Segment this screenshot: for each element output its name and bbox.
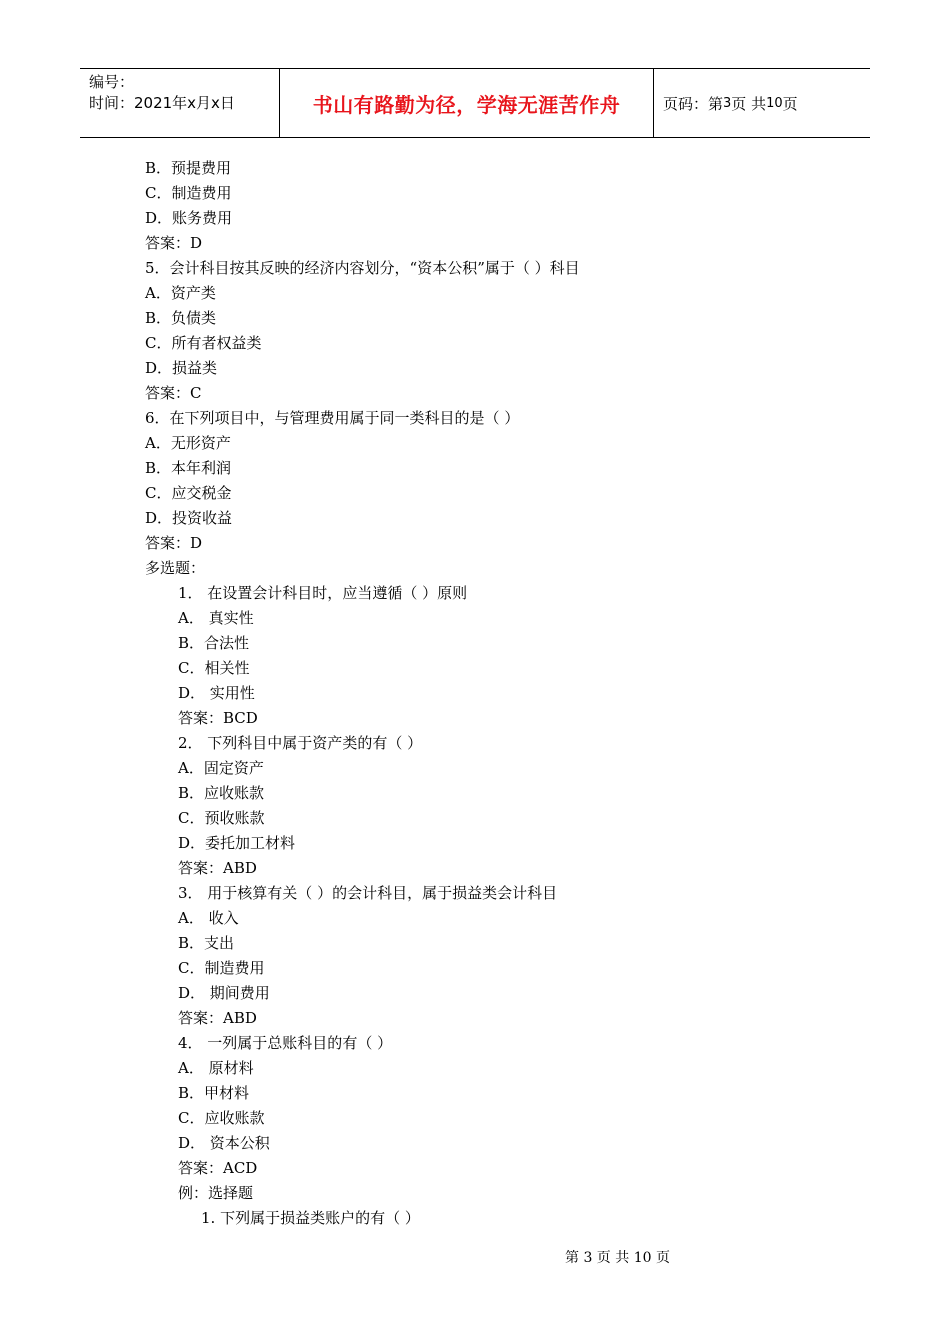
option-line: C．制造费用 (178, 959, 265, 977)
option-line: B．甲材料 (178, 1084, 250, 1102)
header-page-info (654, 69, 870, 137)
question-line: 1． 在设置会计科目时，应当遵循（ ）原则 (178, 584, 468, 602)
page-total: 10 (766, 95, 783, 111)
answer-line: 答案：ABD (178, 1009, 257, 1027)
option-line: C．相关性 (178, 659, 250, 677)
question-line: 6．在下列项目中，与管理费用属于同一类科目的是（ ） (145, 409, 520, 427)
option-line: D．损益类 (145, 359, 218, 377)
answer-line: 答案：D (145, 234, 203, 252)
page-mid: 页 共 (731, 94, 767, 113)
option-line: B．预提费用 (145, 159, 232, 177)
answer-line: 答案：ABD (178, 859, 257, 877)
question-line: 1. 下列属于损益类账户的有（ ） (201, 1209, 420, 1227)
option-line: D．委托加工材料 (178, 834, 296, 852)
option-line: C．预收账款 (178, 809, 265, 827)
document-number-label: 编号： (89, 73, 135, 91)
page-current: 3 (723, 95, 732, 111)
page-footer: 第 3 页 共 10 页 (565, 1250, 670, 1266)
option-line: B．负债类 (145, 309, 217, 327)
answer-line: 答案：D (145, 534, 203, 552)
option-line: B．应收账款 (178, 784, 265, 802)
question-line: 3． 用于核算有关（ ）的会计科目，属于损益类会计科目 (178, 884, 558, 902)
option-line: A． 原材料 (178, 1059, 254, 1077)
section-heading: 多选题： (145, 559, 206, 577)
option-line: D． 资本公积 (178, 1134, 270, 1152)
answer-line: 答案：ACD (178, 1159, 258, 1177)
document-time: 时间：2021年x月x日 (89, 94, 235, 112)
option-line: B．支出 (178, 934, 235, 952)
question-line: 2． 下列科目中属于资产类的有（ ） (178, 734, 423, 752)
option-line: C．所有者权益类 (145, 334, 262, 352)
question-line: 5．会计科目按其反映的经济内容划分，“资本公积”属于（ ）科目 (145, 259, 580, 277)
page-prefix: 页码：第 (663, 94, 724, 113)
question-line: 4． 一列属于总账科目的有（ ） (178, 1034, 393, 1052)
answer-line: 答案：BCD (178, 709, 258, 727)
option-line: B．合法性 (178, 634, 250, 652)
option-line: A． 真实性 (178, 609, 254, 627)
option-line: C．制造费用 (145, 184, 232, 202)
option-line: A．无形资产 (145, 434, 231, 452)
page-suffix: 页 (782, 94, 798, 113)
option-line: B．本年利润 (145, 459, 232, 477)
option-line: C．应收账款 (178, 1109, 265, 1127)
page-header (80, 68, 870, 138)
option-line: D． 期间费用 (178, 984, 270, 1002)
option-line: D． 实用性 (178, 684, 255, 702)
option-line: D．投资收益 (145, 509, 233, 527)
option-line: A．固定资产 (178, 759, 264, 777)
header-meta (80, 69, 280, 137)
option-line: C．应交税金 (145, 484, 232, 502)
section-heading: 例：选择题 (178, 1184, 254, 1202)
option-line: D．账务费用 (145, 209, 233, 227)
option-line: A． 收入 (178, 909, 239, 927)
header-motto: 书山有路勤为径，学海无涯苦作舟 (280, 69, 654, 137)
option-line: A．资产类 (145, 284, 216, 302)
answer-line: 答案：C (145, 384, 202, 402)
